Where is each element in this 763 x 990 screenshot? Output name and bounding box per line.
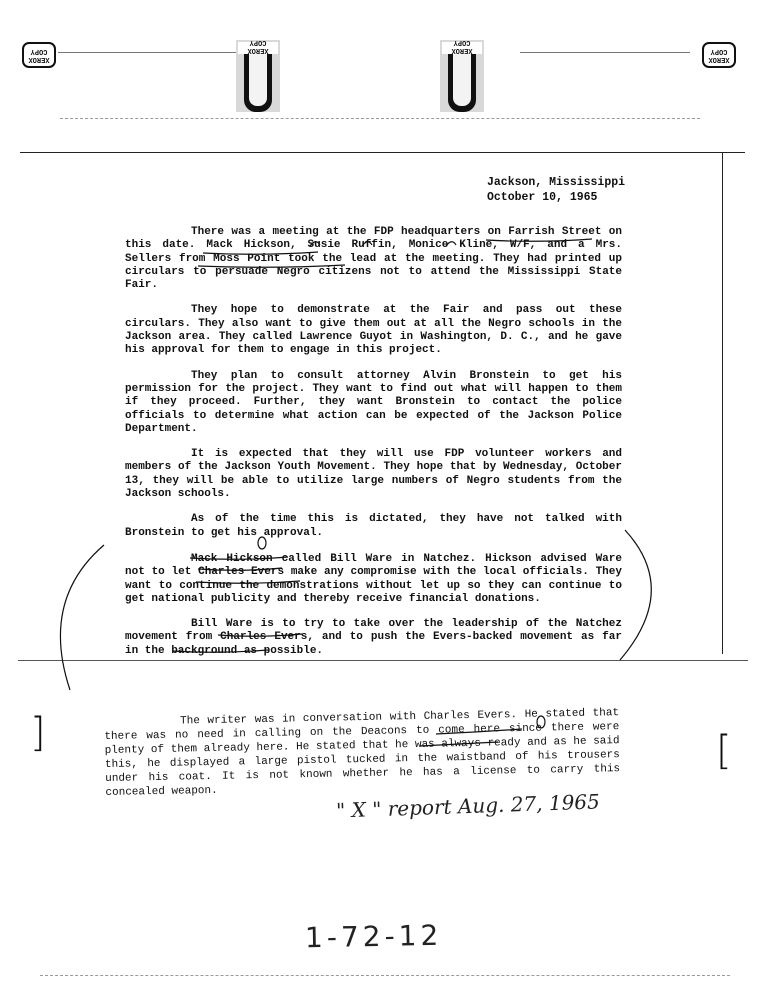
paragraph-7: Bill Ware is to try to take over the leadership of the Natchez movement from Charles Evers, and to push the Evers-backed movement as far in the background as possible. [125, 618, 622, 657]
xerox-copy-stamp-right: XEROX COPY [702, 42, 736, 68]
circle-mark-3 [446, 242, 456, 246]
right-arc-mark [620, 530, 651, 660]
right-margin-bracket: [ [716, 728, 732, 774]
paragraph-6: Mack Hickson called Bill Ware in Natchez. Hickson advised Ware not to let Charles Evers make any compromise with the local officials. They want to continue the demonstrations without let up so they can continue to get national publicity and thereby receive financial donations. [125, 552, 622, 605]
underline-evers-lower [436, 729, 522, 734]
xerox-copy-stamp-left: XEROX COPY [22, 42, 56, 68]
header-city: Jackson, Mississippi [487, 176, 626, 189]
underline-hickson-2 [190, 557, 288, 559]
underline-evers-2 [218, 634, 302, 636]
underline-farrish [486, 239, 592, 241]
circle-mark-5 [537, 716, 545, 728]
paragraph-1: There was a meeting at the FDP headquarters on Farrish Street on this date. Mack Hickson, Susie Ruffin, Monice Kline, W/F, and a Mrs. Sellers from Moss Point took the lead at the meeting. They had printed up circulars to persuade Negro citizens not to attend the Mississippi State Fair. [125, 226, 622, 292]
tab-label-right: XEROX COPY [442, 42, 482, 54]
handwritten-file-number: 1-72-12 [304, 918, 443, 955]
paragraph-4: It is expected that they will use FDP volunteer workers and members of the Jackson Youth Movement. They hope that by Wednesday, October 13, they will be able to utilize large numbers of Negro students from the Jackson schools. [125, 448, 622, 501]
underline-continue [196, 581, 300, 583]
circle-mark-2 [362, 242, 372, 246]
underline-hickson [203, 252, 318, 254]
underline-moss-point [198, 265, 345, 267]
tab-label-left: XEROX COPY [238, 42, 278, 54]
left-margin-bracket: ] [30, 710, 46, 756]
underline-charles-evers [198, 568, 282, 570]
underline-background [172, 650, 268, 652]
handwritten-report-note: " X " report Aug. 27, 1965 [335, 789, 601, 823]
paragraph-2: They hope to demonstrate at the Fair and pass out these circulars. They also want to give them out at all the Negro schools in the Jackson area. They called Lawrence Guyot in Washington, D. C., and he gave his approval for them to engage in this project. [125, 304, 622, 357]
circle-mark-1 [310, 242, 320, 246]
left-arc-mark [60, 545, 104, 690]
underline-come-here [420, 742, 498, 746]
paragraph-3: They plan to consult attorney Alvin Bronstein to get his permission for the project. They want to find out what will happen to them if they proceed. Further, they want Bronstein to contact the police officials to determine what action can be expected of the Jackson Police Department. [125, 369, 622, 435]
paragraph-5: As of the time this is dictated, they have not talked with Bronstein to get his approval. [125, 513, 622, 539]
lower-paragraph: The writer was in conversation with Charles Evers. He stated that there was no need in calling on the Deacons to come here since there were plenty of them already here. He stated that he was always ready and as he said this, he displayed a large pistol tucked in the waistband of his trousers under his coat. It is not known whether he has a license to carry this concealed weapon. [104, 707, 621, 799]
header-date: October 10, 1965 [487, 191, 598, 204]
circle-mark-4 [258, 537, 266, 549]
